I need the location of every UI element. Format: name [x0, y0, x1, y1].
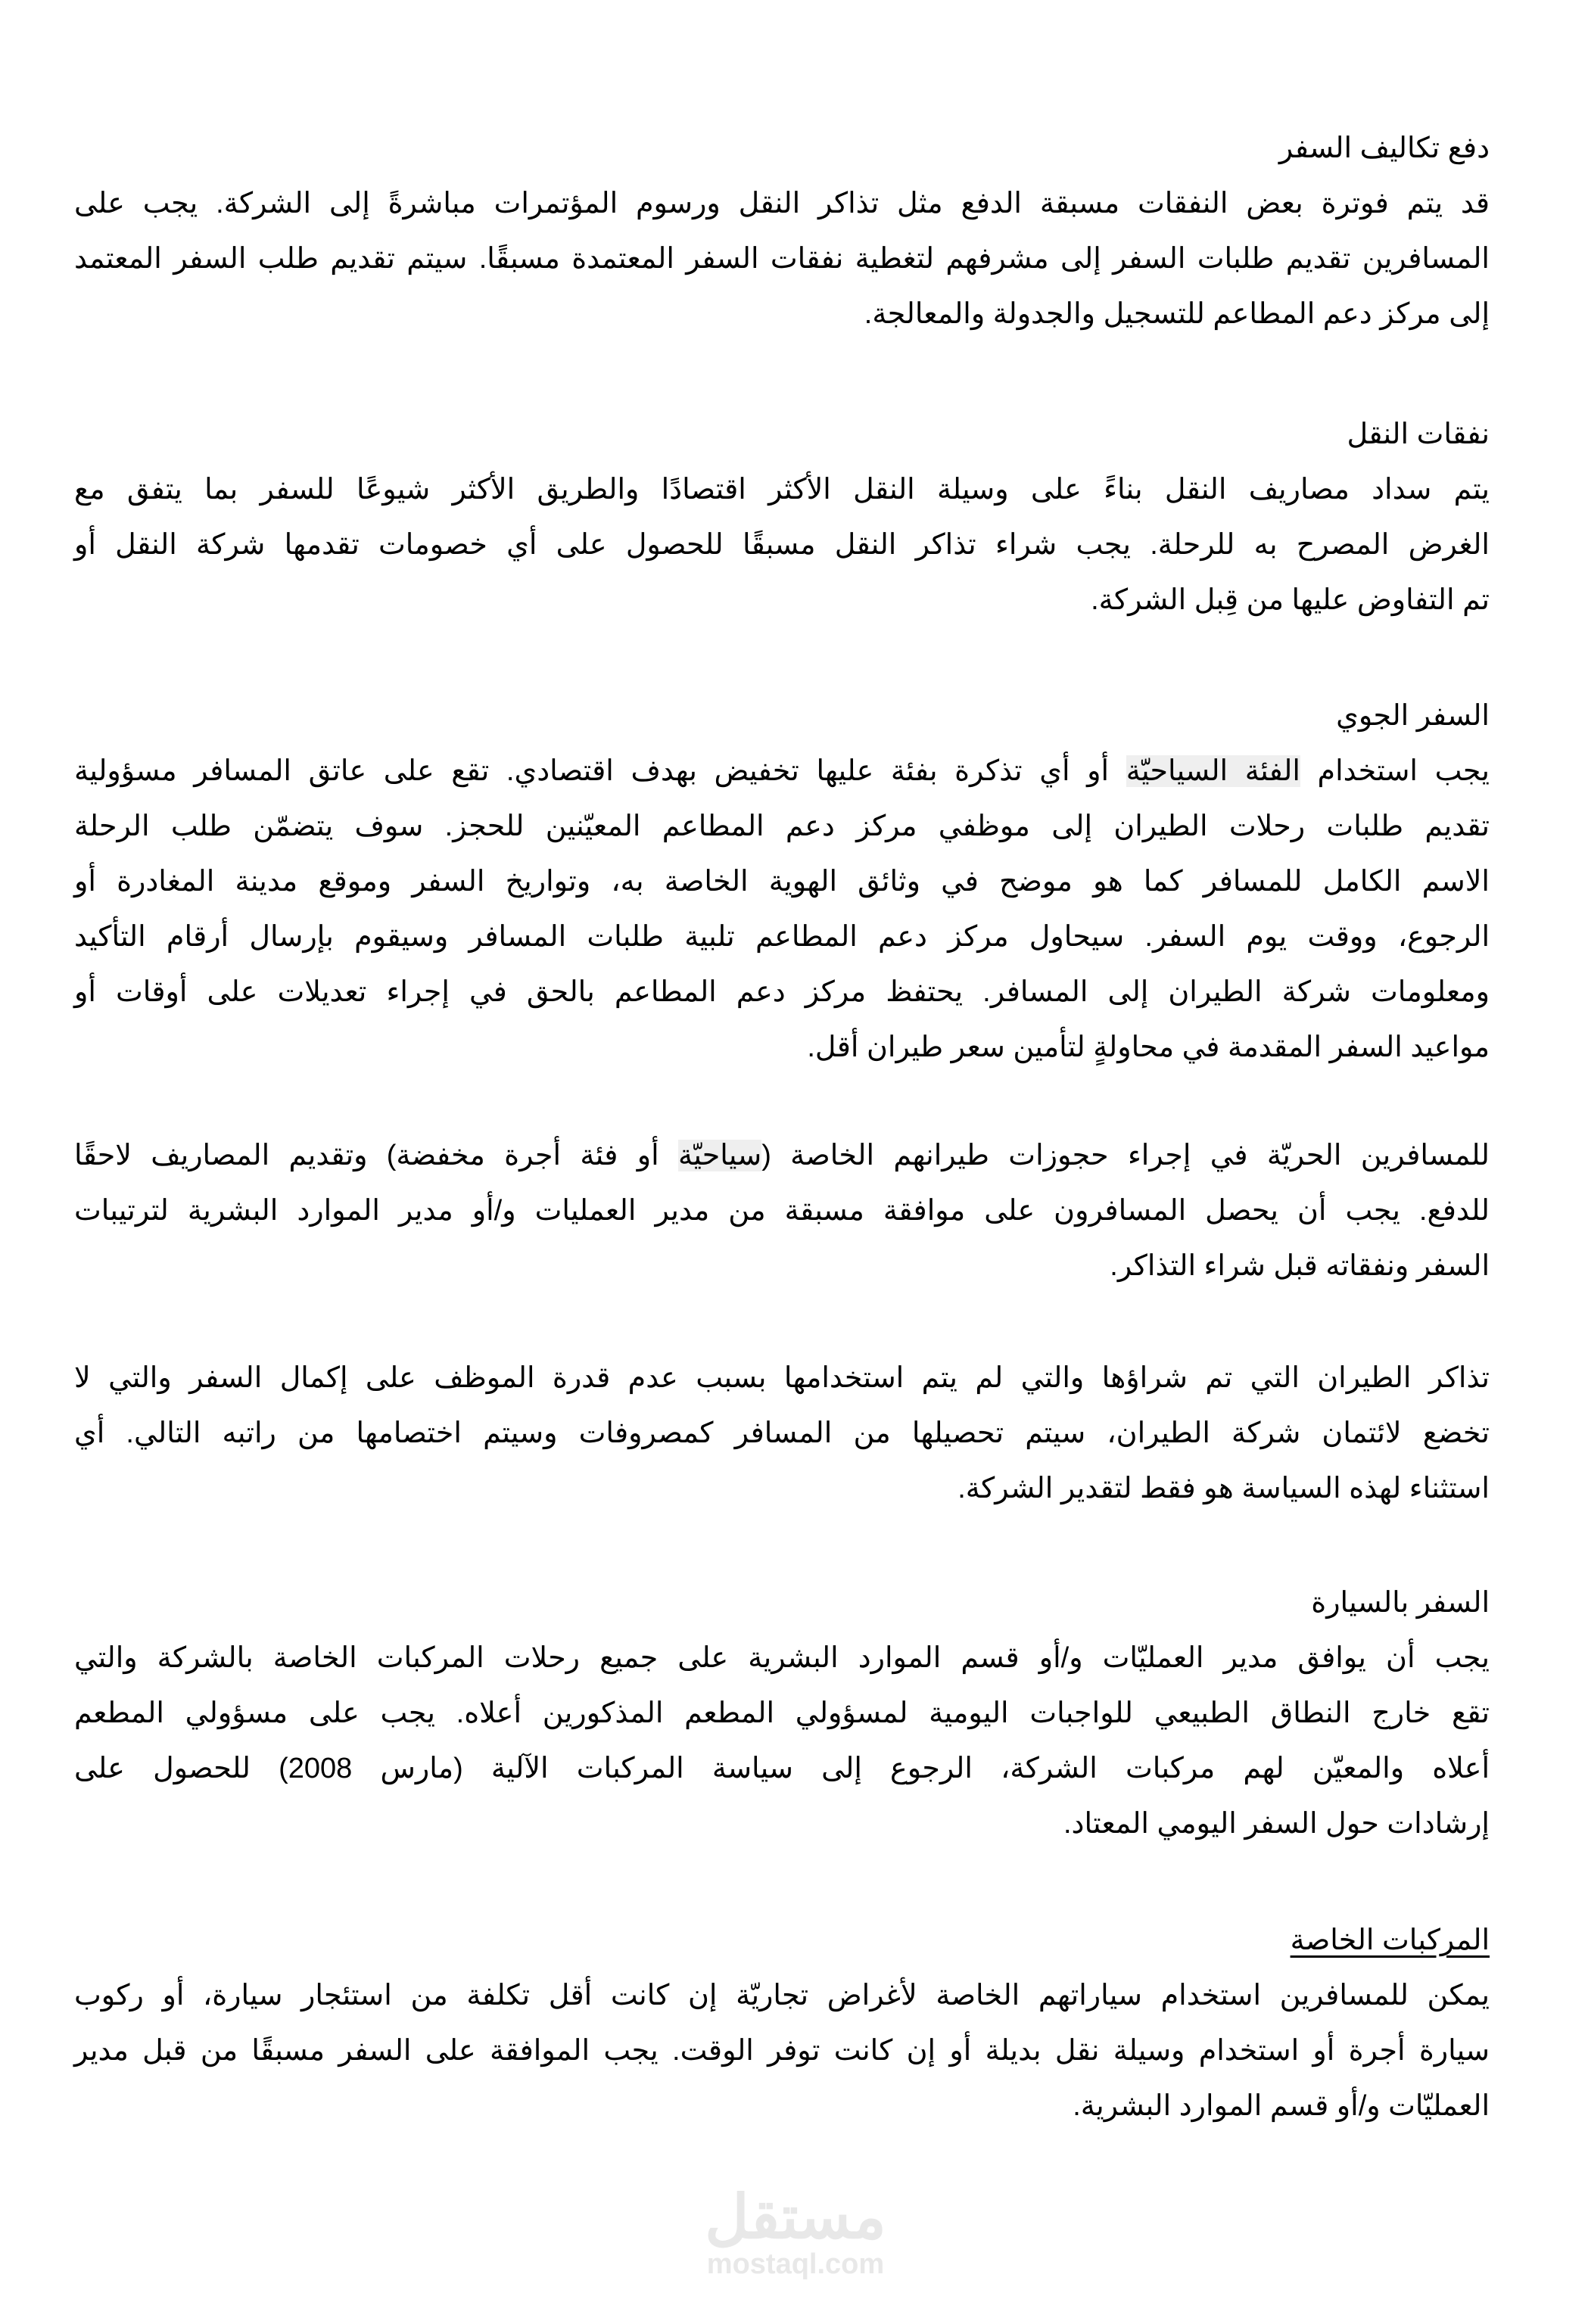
section-air-travel: [74, 689, 1490, 1075]
highlighted-text: سياحيّة: [677, 1140, 762, 1171]
section-heading: [74, 407, 1490, 462]
paragraph-line: يمكن للمسافرين استخدام سياراتهم الخاصة لأغراض تجاريّة إن كانت أقل تكلفة من استئجار سيارة، أو ركوب: [74, 1980, 1490, 2011]
highlighted-text: الفئة السياحيّة: [1126, 755, 1300, 787]
paragraph-line: السفر ونفقاته قبل شراء التذاكر.: [1110, 1250, 1490, 1282]
paragraph-line: الرجوع، ووقت يوم السفر. سيحاول مركز دعم المطاعم تلبية طلبات المسافر وسيقوم بإرسال أرقام التأكيد: [74, 921, 1490, 953]
section-transport-expenses: [74, 407, 1490, 628]
paragraph-line: سيارة أجرة أو استخدام وسيلة نقل بديلة أو إن كانت توفر الوقت. يجب الموافقة على السفر مسبقًا من قبل مدير: [74, 2035, 1490, 2067]
paragraph-line: [74, 744, 1490, 799]
paragraph-line: تذاكر الطيران التي تم شراؤها والتي لم يتم استخدامها بسبب عدم قدرة الموظف على إكمال السفر والتي لا: [74, 1362, 1490, 1394]
paragraph-line: استثناء لهذه السياسة هو فقط لتقدير الشركة.: [957, 1473, 1490, 1504]
paragraph-line: تم التفاوض عليها من قِبل الشركة.: [1091, 584, 1490, 616]
watermark-arabic: مستقل: [705, 2183, 886, 2251]
paragraph-line: يجب أن يوافق مدير العمليّات و/أو قسم الموارد البشرية على جميع رحلات المركبات الخاصة بالشركة والتي: [74, 1642, 1490, 1674]
line-text: يجب استخدام: [1300, 755, 1490, 787]
paragraph-line: تخضع لائتمان شركة الطيران، سيتم تحصيلها من المسافر كمصروفات وسيتم اختصامها من راتبه التالي. أي: [74, 1417, 1490, 1449]
section-heading-text: دفع تكاليف السفر: [1278, 132, 1490, 164]
section-unused-tickets: [74, 1351, 1490, 1517]
paragraph-line: إلى مركز دعم المطاعم للتسجيل والجدولة والمعالجة.: [864, 298, 1490, 330]
paragraph-line: أعلاه والمعيّن لهم مركبات الشركة، الرجوع إلى سياسة المركبات الآلية (مارس 2008) للحصول على: [74, 1753, 1490, 1784]
line-text: أو أي تذكرة بفئة عليها تخفيض بهدف اقتصادي. تقع على عاتق المسافر مسؤولية: [74, 755, 1126, 787]
paragraph-line: تقع خارج النطاق الطبيعي للواجبات اليومية لمسؤولي المطعم المذكورين أعلاه. يجب على مسؤولي المطعم: [74, 1697, 1490, 1729]
line-text: للمسافرين الحريّة في إجراء حجوزات طيرانهم الخاصة (: [761, 1140, 1490, 1171]
section-heading: [74, 1913, 1490, 1968]
watermark-latin: mostaql.com: [706, 2248, 885, 2280]
paragraph-line: تقديم طلبات رحلات الطيران إلى موظفي مركز دعم المطاعم المعيّنين للحجز. سوف يتضمّن طلب الرحلة: [74, 810, 1490, 842]
paragraph-line: ومعلومات شركة الطيران إلى المسافر. يحتفظ مركز دعم المطاعم بالحق في إجراء تعديلات على أوقات أو: [74, 976, 1490, 1008]
section-car-travel: [74, 1576, 1490, 1852]
paragraph-line: [74, 1128, 1490, 1184]
section-heading-text: السفر بالسيارة: [1311, 1587, 1490, 1619]
section-heading: [74, 689, 1490, 744]
section-heading-text: نفقات النقل: [1347, 418, 1490, 450]
paragraph-line: إرشادات حول السفر اليومي المعتاد.: [1063, 1808, 1490, 1840]
section-own-bookings: [74, 1128, 1490, 1294]
paragraph-line: للدفع. يجب أن يحصل المسافرون على موافقة مسبقة من مدير العمليات و/أو مدير الموارد البشرية لترتيبات: [74, 1195, 1490, 1227]
section-heading-text: المركبات الخاصة: [1290, 1924, 1490, 1956]
section-travel-payment: [74, 121, 1490, 342]
section-heading: [74, 121, 1490, 176]
mostaql-watermark-logo: [699, 2183, 892, 2280]
section-heading: [74, 1576, 1490, 1631]
section-heading-text: السفر الجوي: [1336, 700, 1490, 732]
paragraph-line: الغرض المصرح به للرحلة. يجب شراء تذاكر النقل مسبقًا للحصول على أي خصومات تقدمها شركة النقل أو: [74, 529, 1490, 561]
paragraph-line: المسافرين تقديم طلبات السفر إلى مشرفهم لتغطية نفقات السفر المعتمدة مسبقًا. سيتم تقديم طلب السفر المعتمد: [74, 243, 1490, 275]
paragraph-line: مواعيد السفر المقدمة في محاولةٍ لتأمين سعر طيران أقل.: [807, 1031, 1490, 1063]
line-text: أو فئة أجرة مخفضة) وتقديم المصاريف لاحقًا: [74, 1140, 678, 1171]
paragraph-line: الاسم الكامل للمسافر كما هو موضح في وثائق الهوية الخاصة به، وتواريخ السفر وموقع مدينة المغادرة أو: [74, 866, 1490, 898]
paragraph-line: العمليّات و/أو قسم الموارد البشرية.: [1073, 2090, 1490, 2122]
section-private-vehicles: [74, 1913, 1490, 2134]
paragraph-line: قد يتم فوترة بعض النفقات مسبقة الدفع مثل تذاكر النقل ورسوم المؤتمرات مباشرةً إلى الشركة. يجب على: [74, 188, 1490, 219]
paragraph-line: يتم سداد مصاريف النقل بناءً على وسيلة النقل الأكثر اقتصادًا والطريق الأكثر شيوعًا للسفر بما يتفق مع: [74, 474, 1490, 506]
